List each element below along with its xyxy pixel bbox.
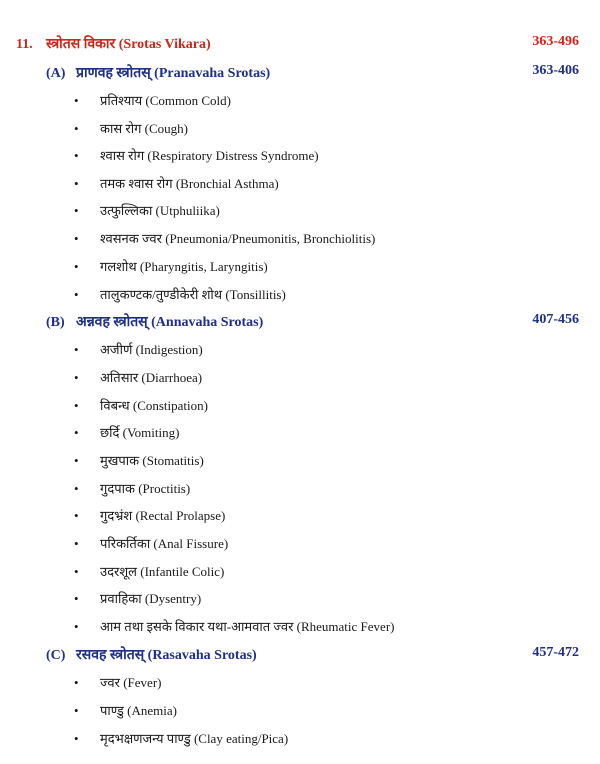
list-item xyxy=(74,617,394,635)
section-a-heading xyxy=(46,63,270,82)
item-text: मृदभक्षणजन्य पाण्डु (Clay eating/Pica) xyxy=(100,731,289,746)
item-text: गलशोथ (Pharyngitis, Laryngitis) xyxy=(100,259,268,274)
item-text: पाण्डु (Anemia) xyxy=(100,703,177,718)
section-title: अन्नवह स्त्रोतस् (Annavaha Srotas) xyxy=(76,315,264,330)
list-item xyxy=(74,257,268,275)
item-text: उत्फुल्लिका (Utphuliika) xyxy=(100,203,220,218)
item-text: छर्दि (Vomiting) xyxy=(100,425,180,440)
bullet: • xyxy=(74,425,79,440)
list-item xyxy=(74,729,288,747)
list-item xyxy=(74,229,375,247)
bullet: • xyxy=(74,342,79,357)
list-item xyxy=(74,423,179,441)
item-text: गुदपाक (Proctitis) xyxy=(100,481,191,496)
section-c-heading xyxy=(46,645,257,664)
list-item xyxy=(74,396,208,414)
bullet: • xyxy=(74,453,79,468)
list-item xyxy=(74,506,225,524)
item-text: अतिसार (Diarrhoea) xyxy=(100,370,203,385)
chapter-title: स्त्रोतस विकार (Srotas Vikara) xyxy=(46,37,211,52)
section-a-pages: 363-406 xyxy=(532,63,579,78)
section-letter: (B) xyxy=(46,315,65,330)
chapter-pages: 363-496 xyxy=(532,34,579,49)
item-text: परिकर्तिका (Anal Fissure) xyxy=(100,536,229,551)
list-item xyxy=(74,91,231,109)
bullet: • xyxy=(74,564,79,579)
item-text: अजीर्ण (Indigestion) xyxy=(100,342,203,357)
bullet: • xyxy=(74,203,79,218)
item-text: उदरशूल (Infantile Colic) xyxy=(100,564,225,579)
item-text: कास रोग (Cough) xyxy=(100,121,188,136)
list-item xyxy=(74,119,188,137)
item-text: प्रतिश्याय (Common Cold) xyxy=(100,93,231,108)
item-text: आम तथा इसके विकार यथा-आमवात ज्वर (Rheumatic Fever) xyxy=(100,619,395,634)
list-item xyxy=(74,534,228,552)
list-item xyxy=(74,201,220,219)
bullet: • xyxy=(74,731,79,746)
list-item xyxy=(74,589,201,607)
bullet: • xyxy=(74,675,79,690)
item-text: श्वसनक ज्वर (Pneumonia/Pneumonitis, Bronchiolitis) xyxy=(100,231,376,246)
bullet: • xyxy=(74,93,79,108)
item-text: श्वास रोग (Respiratory Distress Syndrome) xyxy=(100,148,319,163)
list-item xyxy=(74,285,286,303)
list-item xyxy=(74,479,190,497)
bullet: • xyxy=(74,176,79,191)
section-c-pages: 457-472 xyxy=(532,645,579,660)
bullet: • xyxy=(74,231,79,246)
bullet: • xyxy=(74,287,79,302)
list-item xyxy=(74,562,224,580)
section-letter: (A) xyxy=(46,66,66,81)
item-text: मुखपाक (Stomatitis) xyxy=(100,453,204,468)
item-text: विबन्ध (Constipation) xyxy=(100,398,208,413)
section-b-pages: 407-456 xyxy=(532,312,579,327)
bullet: • xyxy=(74,259,79,274)
section-title: रसवह स्त्रोतस् (Rasavaha Srotas) xyxy=(76,648,257,663)
section-letter: (C) xyxy=(46,648,66,663)
bullet: • xyxy=(74,703,79,718)
list-item xyxy=(74,174,279,192)
bullet: • xyxy=(74,121,79,136)
list-item xyxy=(74,146,319,164)
bullet: • xyxy=(74,508,79,523)
list-item xyxy=(74,673,162,691)
bullet: • xyxy=(74,481,79,496)
item-text: तालुकण्टक/तुण्डीकेरी शोथ (Tonsillitis) xyxy=(100,287,286,302)
section-b-heading xyxy=(46,312,263,331)
list-item xyxy=(74,451,204,469)
bullet: • xyxy=(74,619,79,634)
bullet: • xyxy=(74,536,79,551)
list-item xyxy=(74,368,202,386)
section-title: प्राणवह स्त्रोतस् (Pranavaha Srotas) xyxy=(76,66,271,81)
item-text: गुदभ्रंश (Rectal Prolapse) xyxy=(100,508,226,523)
chapter-heading xyxy=(16,34,211,53)
list-item xyxy=(74,701,177,719)
list-item xyxy=(74,340,203,358)
item-text: प्रवाहिका (Dysentry) xyxy=(100,591,202,606)
item-text: ज्वर (Fever) xyxy=(100,675,162,690)
chapter-number: 11. xyxy=(16,37,33,52)
item-text: तमक श्वास रोग (Bronchial Asthma) xyxy=(100,176,279,191)
bullet: • xyxy=(74,591,79,606)
bullet: • xyxy=(74,398,79,413)
bullet: • xyxy=(74,370,79,385)
bullet: • xyxy=(74,148,79,163)
